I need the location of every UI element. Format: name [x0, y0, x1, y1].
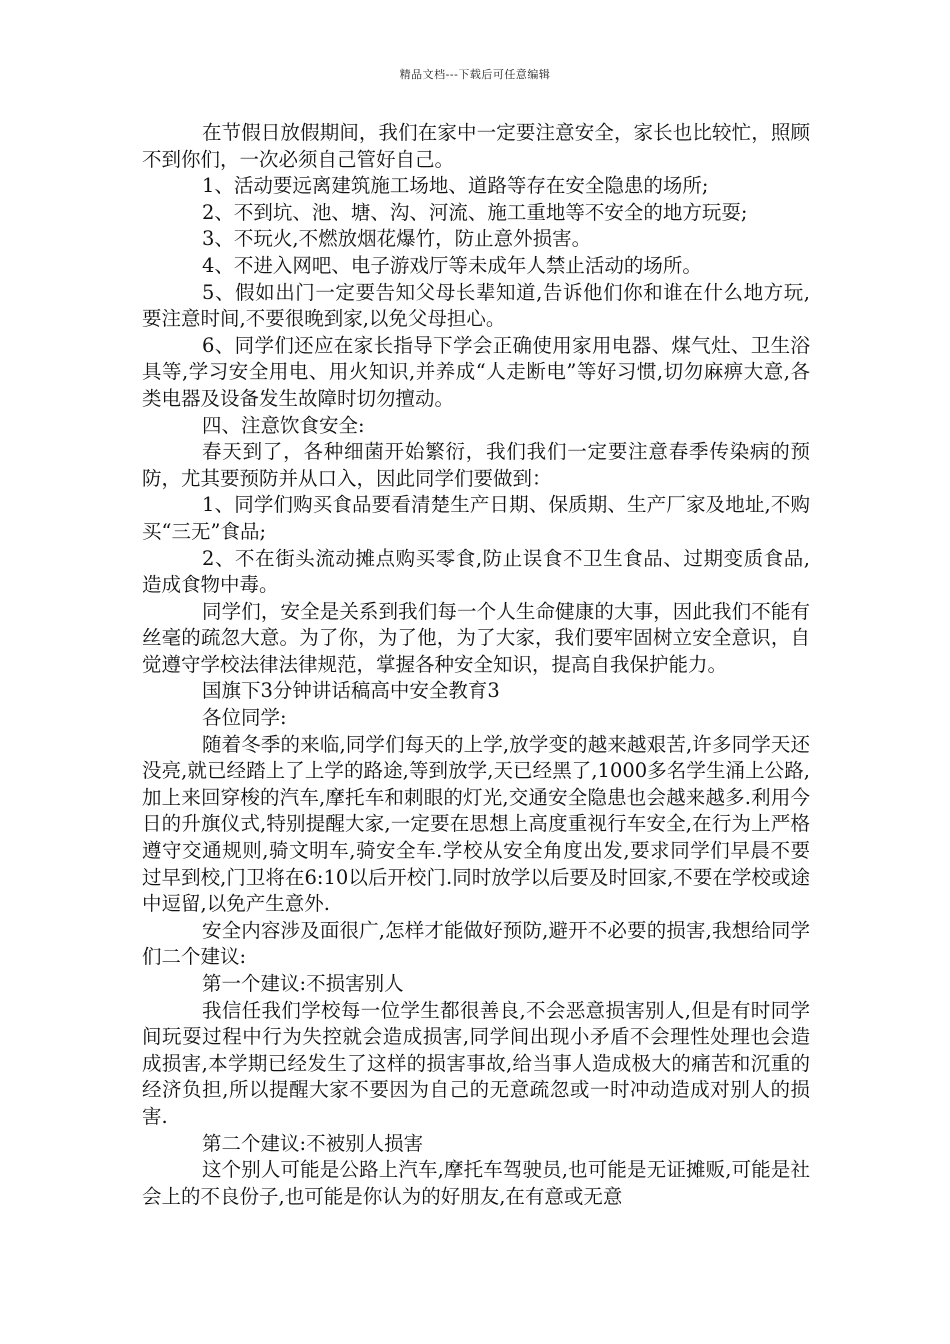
list-item: 6、同学们还应在家长指导下学会正确使用家用电器、煤气灶、卫生浴具等,学习安全用电、用火知识,并养成“人走断电”等好习惯,切勿麻痹大意,各类电器及设备发生故障时切勿擅动。 — [142, 333, 810, 410]
document-body — [142, 120, 810, 1210]
list-item: 2、不到坑、池、塘、沟、河流、施工重地等不安全的地方玩耍; — [202, 200, 748, 224]
section-heading: 四、注意饮食安全: — [202, 413, 365, 437]
paragraph: 我信任我们学校每一位学生都很善良,不会恶意损害别人,但是有时同学间玩耍过程中行为失控就会造成损害,同学间出现小矛盾不会理性处理也会造成损害,本学期已经发生了这样的损害事故,给当事人造成极大的痛苦和沉重的经济负担,所以提醒大家不要因为自己的无意疏忽或一时冲动造成对别人的损害. — [142, 998, 810, 1128]
paragraph: 同学们，安全是关系到我们每一个人生命健康的大事，因此我们不能有丝毫的疏忽大意。为了你，为了他，为了大家，我们要牢固树立安全意识，自觉遵守学校法律法律规范，掌握各种安全知识，提高自我保护能力。 — [142, 599, 810, 676]
subheading: 第二个建议:不被别人损害 — [202, 1131, 424, 1155]
list-item: 4、不进入网吧、电子游戏厅等未成年人禁止活动的场所。 — [202, 253, 702, 277]
paragraph: 安全内容涉及面很广,怎样才能做好预防,避开不必要的损害,我想给同学们二个建议: — [142, 918, 810, 969]
list-item: 3、不玩火,不燃放烟花爆竹，防止意外损害。 — [202, 227, 592, 251]
list-item: 2、不在街头流动摊点购买零食,防止误食不卫生食品、过期变质食品,造成食物中毒。 — [142, 546, 810, 597]
list-item: 1、同学们购买食品要看清楚生产日期、保质期、生产厂家及地址,不购买“三无”食品; — [142, 493, 810, 543]
paragraph: 这个别人可能是公路上汽车,摩托车驾驶员,也可能是无证摊贩,可能是社会上的不良份子,也可能是你认为的好朋友,在有意或无意 — [142, 1158, 810, 1208]
paragraph: 随着冬季的来临,同学们每天的上学,放学变的越来越艰苦,许多同学天还没亮,就已经踏上了上学的路途,等到放学,天已经黑了,1000多名学生涌上公路,加上来回穿梭的汽车,摩托车和刺眼的灯光,交通安全隐患也会越来越多.利用今日的升旗仪式,特别提醒大家,一定要在思想上高度重视行车安全,在行为上严格遵守交通规则,骑文明车,骑安全车.学校从安全角度出发,要求同学们早晨不要过早到校,门卫将在6:10以后开校门.同时放学以后要及时回家,不要在学校或途中逗留,以免产生意外. — [142, 732, 810, 916]
list-item: 1、活动要远离建筑施工场地、道路等存在安全隐患的场所; — [202, 174, 709, 198]
paragraph: 春天到了，各种细菌开始繁衍，我们我们一定要注意春季传染病的预防，尤其要预防并从口入，因此同学们要做到： — [142, 440, 810, 490]
section-title: 国旗下3分钟讲话稿高中安全教育3 — [202, 679, 500, 703]
page-header: 精品文档---下载后可任意编辑 — [399, 68, 551, 81]
list-item: 5、假如出门一定要告知父母长辈知道,告诉他们你和谁在什么地方玩,要注意时间,不要很晚到家,以免父母担心。 — [142, 280, 810, 331]
subheading: 第一个建议:不损害别人 — [202, 972, 404, 995]
salutation: 各位同学: — [202, 706, 287, 730]
paragraph: 在节假日放假期间，我们在家中一定要注意安全，家长也比较忙，照顾不到你们，一次必须自己管好自己。 — [142, 121, 810, 171]
